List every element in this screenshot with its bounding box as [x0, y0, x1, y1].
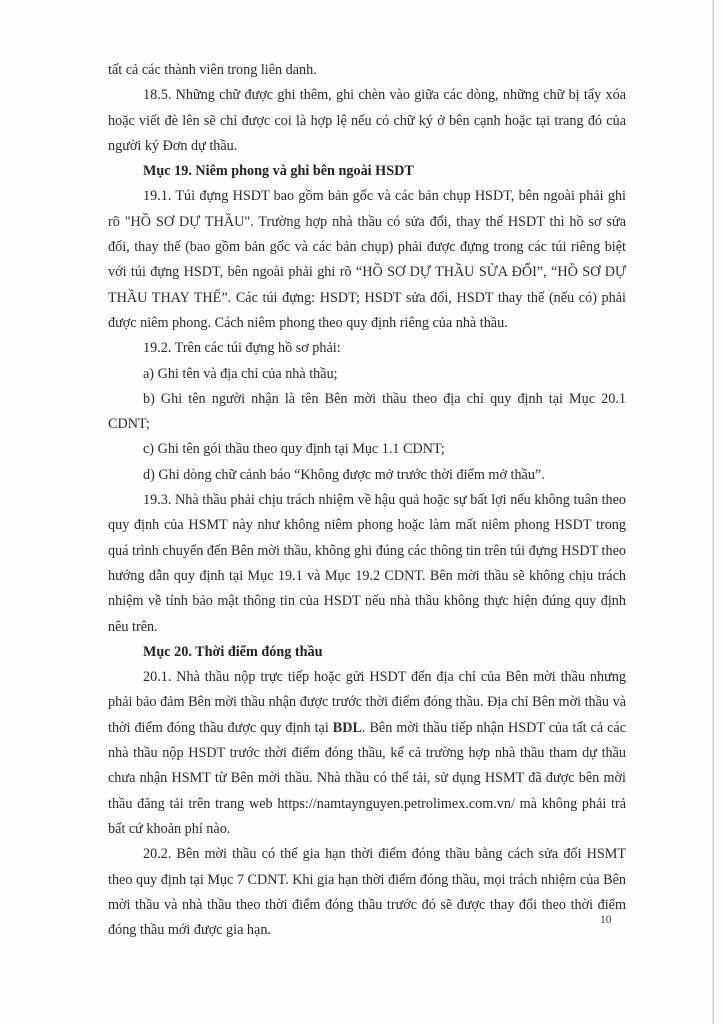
paragraph-19-3: 19.3. Nhà thầu phải chịu trách nhiệm về hậu quả hoặc sự bất lợi nếu không tuân theo quy định của HSMT này như không niêm phong hoặc làm mất niêm phong HSDT trong quá trình chuyển đến Bên mời thầu, không ghi đúng các thông tin trên túi đựng HSDT theo hướng dẫn quy định tại Mục 19.1 và Mục 19.2 CDNT. Bên mời thầu sẽ không chịu trách nhiệm về tính bảo mật thông tin của HSDT nếu nhà thầu không thực hiện đúng quy định nêu trên. [108, 492, 626, 635]
paragraph-20-1 [108, 665, 626, 842]
section-heading-20: Mục 20. Thời điểm đóng thầu [143, 643, 323, 660]
list-item-b: b) Ghi tên người nhận là tên Bên mời thầu theo địa chỉ quy định tại Mục 20.1 CDNT; [108, 390, 626, 433]
list-item-d: d) Ghi dòng chữ cảnh báo “Không được mở trước thời điểm mở thầu”. [143, 466, 545, 483]
paragraph-18-5: 18.5. Những chữ được ghi thêm, ghi chèn vào giữa các dòng, những chữ bị tẩy xóa hoặc viết đè lên sẽ chỉ được coi là hợp lệ nếu có chữ ký ở bên cạnh hoặc tại trang đó của người ký Đơn dự thầu. [108, 87, 626, 154]
paragraph-20-1-bold-term: BDL [332, 719, 362, 736]
paragraph-20-2: 20.2. Bên mời thầu có thể gia hạn thời điểm đóng thầu bằng cách sửa đổi HSMT theo quy định tại Mục 7 CDNT. Khi gia hạn thời điểm đóng thầu, mọi trách nhiệm của Bên mời thầu và nhà thầu theo thời điểm đóng thầu trước đó sẽ được thay đổi theo thời điểm đóng thầu mới được gia hạn. [108, 846, 626, 939]
section-heading-19: Mục 19. Niêm phong và ghi bên ngoài HSDT [143, 163, 414, 180]
paragraph-continuation: tất cả các thành viên trong liên danh. [108, 62, 317, 78]
paragraph-20-1-part-2: . Bên mời thầu tiếp nhận HSDT của tất cả các nhà thầu nộp HSDT trước thời điểm đóng thầu, kể cả trường hợp nhà thầu tham dự thầu chưa nhận HSMT từ Bên mời thầu. Nhà thầu có thể tải, sử dụng HSMT đã được bên mời thầu đăng tải trên trang web https://namtaynguyen.petrolimex.com.vn/ mà không phải trả bất cứ khoản phí nào. [108, 719, 627, 837]
list-item-c: c) Ghi tên gói thầu theo quy định tại Mục 1.1 CDNT; [143, 441, 445, 458]
page-number: 10 [600, 914, 612, 926]
document-body [108, 58, 626, 943]
paragraph-19-2: 19.2. Trên các túi đựng hồ sơ phải: [143, 340, 341, 357]
scan-edge [712, 0, 714, 1024]
paragraph-20-1-part-1: 20.1. Nhà thầu nộp trực tiếp hoặc gửi HSDT đến địa chỉ của Bên mời thầu nhưng phải bảo đảm Bên mời thầu nhận được trước thời điểm đóng thầu. Địa chỉ Bên mời thầu và thời điểm đóng thầu được quy định tại [108, 669, 626, 736]
list-item-a: a) Ghi tên và địa chỉ của nhà thầu; [143, 365, 338, 382]
paragraph-19-1: 19.1. Túi đựng HSDT bao gồm bản gốc và các bản chụp HSDT, bên ngoài phải ghi rõ "HỒ SƠ DỰ THẦU". Trường hợp nhà thầu có sửa đổi, thay thế HSDT thì hồ sơ sửa đổi, thay thế (bao gồm bản gốc và các bản chụp) phải được đựng trong các túi riêng biệt với túi đựng HSDT, bên ngoài phải ghi rõ “HỒ SƠ DỰ THẦU SỬA ĐỔI”, “HỒ SƠ DỰ THẦU THAY THẾ”. Các túi đựng: HSDT; HSDT sửa đổi, HSDT thay thế (nếu có) phải được niêm phong. Cách niêm phong theo quy định riêng của nhà thầu. [108, 188, 626, 331]
